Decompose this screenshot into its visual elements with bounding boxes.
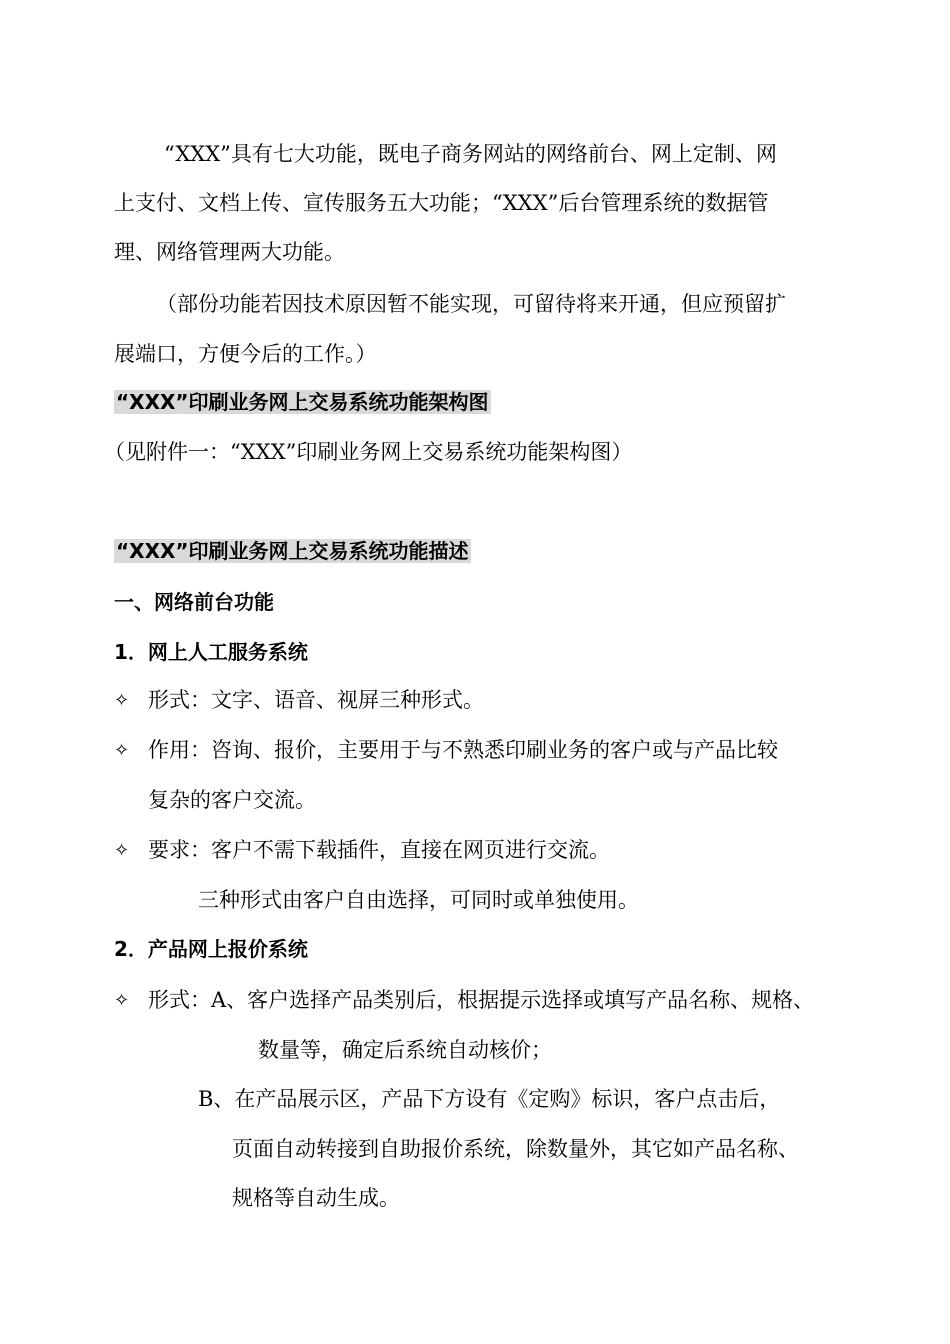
note-line-2: 展端口，方便今后的工作。） <box>114 342 377 366</box>
architecture-heading <box>114 388 491 416</box>
intro-line-2: 上支付、文档上传、宣传服务五大功能；“XXX”后台管理系统的数据管 <box>114 191 769 215</box>
description-heading-text: “XXX”印刷业务网上交易系统功能描述 <box>116 539 469 563</box>
list-item-form: 形式：文字、语音、视屏三种形式。 <box>148 688 484 712</box>
sparkle-bullet-icon: ✧ <box>114 840 130 861</box>
section-title-frontend: 一、网络前台功能 <box>114 590 274 614</box>
description-heading <box>114 537 471 565</box>
list-item-requirement-continued: 三种形式由客户自由选择，可同时或单独使用。 <box>198 888 639 912</box>
list-item-quote-form-line-1: 形式：A、客户选择产品类别后，根据提示选择或填写产品名称、规格、 <box>148 988 815 1012</box>
intro-line-3: 理、网络管理两大功能。 <box>114 240 345 264</box>
list-item-quote-form-line-2: 数量等，确定后系统自动核价； <box>258 1038 552 1062</box>
list-item-purpose-line-2: 复杂的客户交流。 <box>148 788 316 812</box>
intro-line-1: “XXX”具有七大功能，既电子商务网站的网络前台、网上定制、网 <box>164 142 777 166</box>
subsection-title-online-quote: 2．产品网上报价系统 <box>114 937 308 961</box>
list-item-option-b-line-3: 规格等自动生成。 <box>232 1186 400 1210</box>
architecture-heading-text: “XXX”印刷业务网上交易系统功能架构图 <box>116 390 489 414</box>
subsection-title-manual-service: 1．网上人工服务系统 <box>114 640 308 664</box>
list-item-option-b-line-1: B、在产品展示区，产品下方设有《定购》标识，客户点击后， <box>198 1087 781 1111</box>
list-item-purpose-line-1: 作用：咨询、报价，主要用于与不熟悉印刷业务的客户或与产品比较 <box>148 738 778 762</box>
sparkle-bullet-icon: ✧ <box>114 690 130 711</box>
architecture-reference: （见附件一：“XXX”印刷业务网上交易系统功能架构图） <box>104 440 633 464</box>
sparkle-bullet-icon: ✧ <box>114 740 130 761</box>
sparkle-bullet-icon: ✧ <box>114 990 130 1011</box>
list-item-requirement: 要求：客户不需下载插件，直接在网页进行交流。 <box>148 838 610 862</box>
list-item-option-b-line-2: 页面自动转接到自助报价系统，除数量外，其它如产品名称、 <box>232 1137 799 1161</box>
note-line-1: （部份功能若因技术原因暂不能实现，可留待将来开通，但应预留扩 <box>156 292 786 316</box>
